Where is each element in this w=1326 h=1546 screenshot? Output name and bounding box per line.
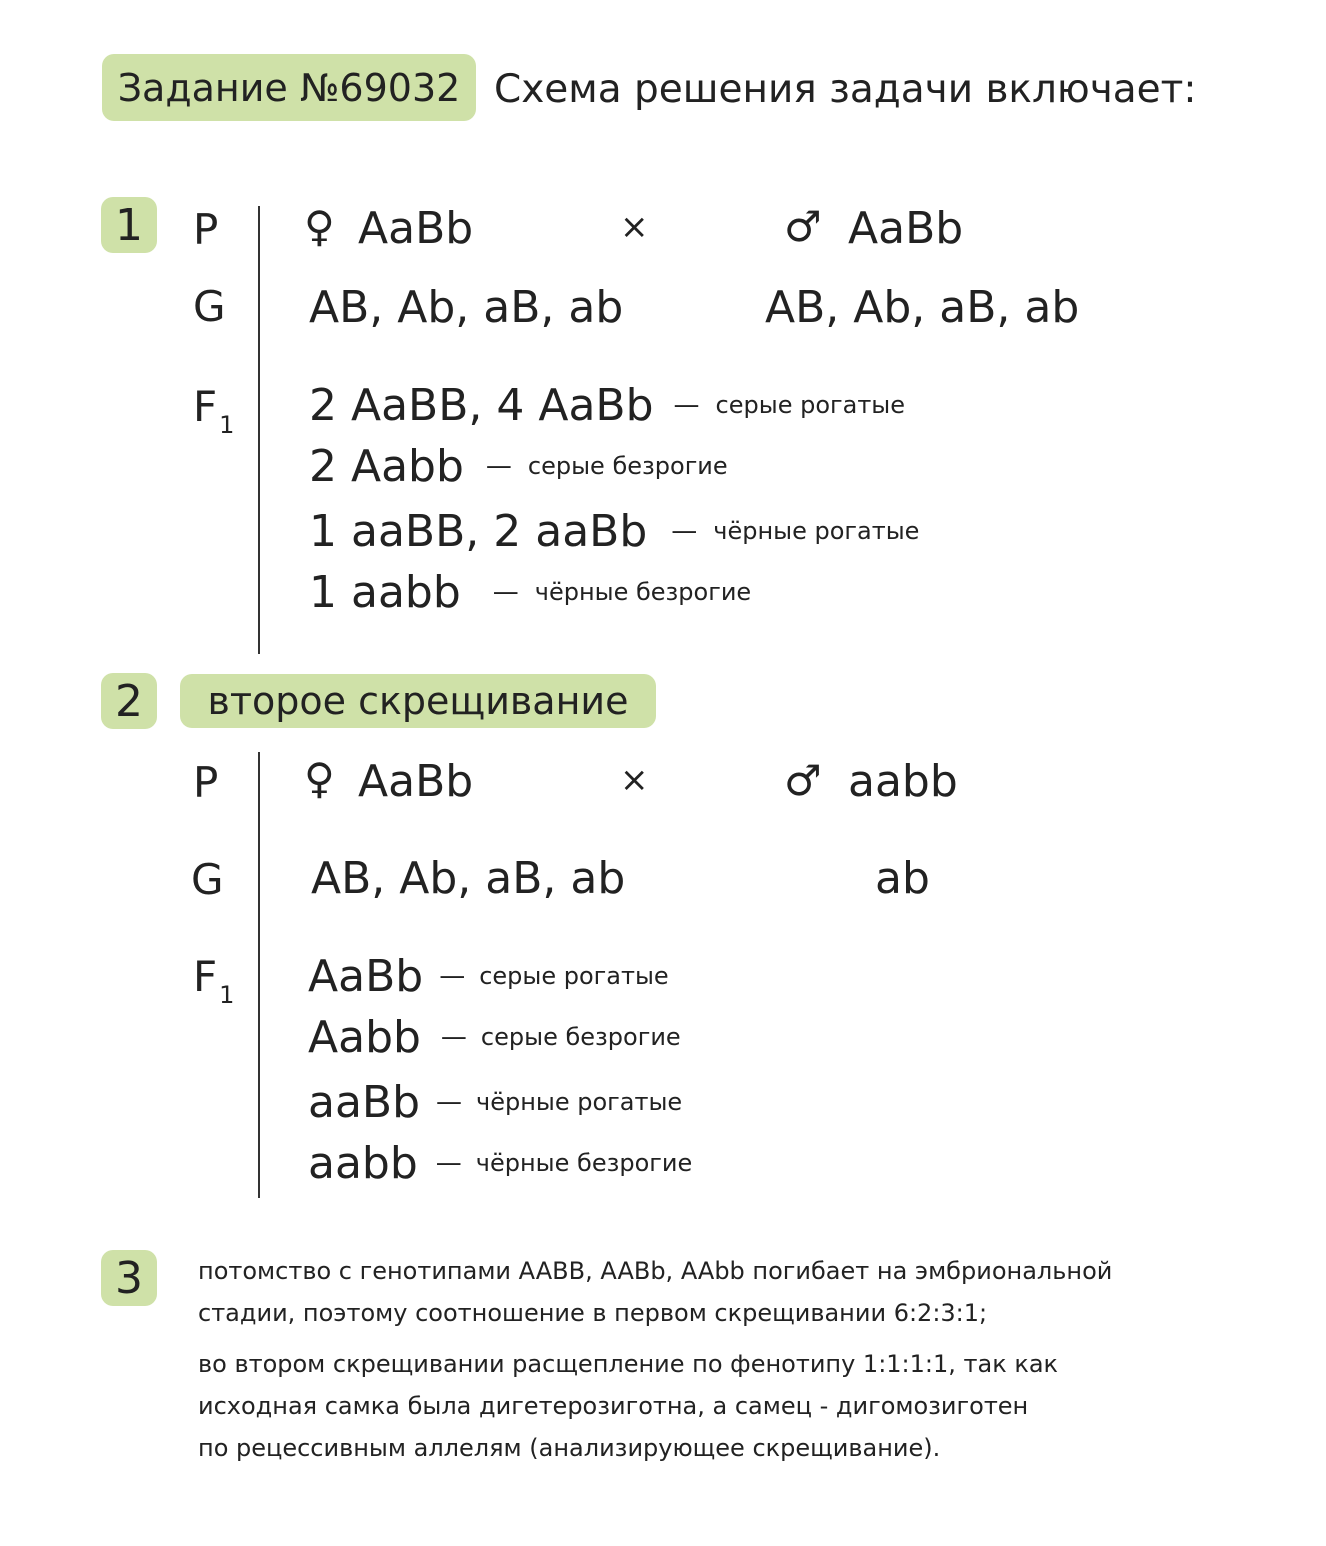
gametes-label-1: G bbox=[193, 282, 226, 331]
offspring-genotype: 2 AaBB, 4 AaBb bbox=[309, 379, 654, 431]
second-cross-title-box bbox=[180, 674, 656, 728]
male-symbol-icon: ♂ bbox=[784, 202, 822, 251]
offspring-phenotype: серые безрогие bbox=[527, 452, 728, 480]
explanation-line: стадии, поэтому соотношение в первом скрещивании 6:2:3:1; bbox=[198, 1299, 988, 1327]
cross-1-offspring-row bbox=[309, 506, 919, 556]
f-letter: F bbox=[193, 952, 218, 1001]
cross-2-female-genotype: AaBb bbox=[358, 756, 474, 807]
dash: — bbox=[673, 390, 700, 420]
step-1-badge bbox=[101, 197, 157, 253]
offspring-phenotype: серые рогатые bbox=[479, 962, 669, 990]
dash: — bbox=[492, 577, 519, 607]
second-cross-title: второе скрещивание bbox=[207, 679, 629, 723]
dash: — bbox=[439, 961, 466, 991]
offspring-label-1 bbox=[193, 382, 235, 439]
explanation-line: потомство с генотипами AABB, AABb, AAbb погибает на эмбриональной bbox=[198, 1257, 1113, 1285]
step-2-number: 2 bbox=[115, 675, 143, 727]
cross-2-offspring-row bbox=[308, 1077, 682, 1127]
cross-1-divider bbox=[258, 206, 260, 654]
female-symbol-icon: ♀ bbox=[304, 754, 335, 803]
cross-1-offspring-row bbox=[309, 380, 905, 430]
dash: — bbox=[671, 516, 698, 546]
gametes-label-2: G bbox=[191, 855, 224, 904]
explanation-line: по рецессивным аллелям (анализирующее скрещивание). bbox=[198, 1434, 941, 1462]
offspring-genotype: AaBb bbox=[308, 950, 424, 1002]
offspring-phenotype: чёрные рогатые bbox=[713, 517, 920, 545]
f-subscript: 1 bbox=[219, 411, 235, 439]
cross-2-female-gametes: AB, Ab, aB, ab bbox=[311, 853, 626, 904]
dash: — bbox=[435, 1148, 462, 1178]
offspring-phenotype: серые безрогие bbox=[480, 1023, 681, 1051]
offspring-genotype: 1 aaBB, 2 aaBb bbox=[309, 505, 648, 557]
cross-1-offspring-row bbox=[309, 567, 751, 617]
cross-2-divider bbox=[258, 752, 260, 1198]
offspring-phenotype: серые рогатые bbox=[715, 391, 906, 419]
offspring-phenotype: чёрные рогатые bbox=[476, 1088, 683, 1116]
step-3-number: 3 bbox=[115, 1252, 143, 1304]
dash: — bbox=[485, 451, 512, 481]
parents-label-2: P bbox=[193, 758, 219, 807]
task-number-label: Задание №69032 bbox=[117, 65, 461, 110]
explanation-line: исходная самка была дигетерозиготна, а самец - дигомозиготен bbox=[198, 1392, 1029, 1420]
offspring-genotype: 2 Aabb bbox=[309, 440, 464, 492]
cross-1-offspring-row bbox=[309, 441, 728, 491]
cross-1-female-genotype: AaBb bbox=[358, 203, 474, 254]
offspring-phenotype: чёрные безрогие bbox=[475, 1149, 693, 1177]
parents-label-1: P bbox=[193, 205, 219, 254]
dash: — bbox=[440, 1022, 467, 1052]
cross-symbol-1: × bbox=[620, 207, 649, 247]
cross-1-female-gametes: AB, Ab, aB, ab bbox=[309, 282, 624, 333]
f-subscript: 1 bbox=[219, 981, 235, 1009]
step-3-badge bbox=[101, 1250, 157, 1306]
explanation-paragraph-1 bbox=[198, 1250, 1112, 1334]
cross-2-male-gametes: ab bbox=[875, 853, 930, 904]
cross-symbol-2: × bbox=[620, 760, 649, 800]
task-number-badge bbox=[102, 54, 476, 121]
solution-heading: Схема решения задачи включает: bbox=[494, 67, 1197, 112]
cross-2-offspring-row bbox=[308, 1012, 681, 1062]
offspring-genotype: aabb bbox=[308, 1137, 418, 1189]
offspring-genotype: aaBb bbox=[308, 1076, 421, 1128]
male-symbol-icon: ♂ bbox=[784, 756, 822, 805]
explanation-line: во втором скрещивании расщепление по фенотипу 1:1:1:1, так как bbox=[198, 1350, 1059, 1378]
explanation-paragraph-2 bbox=[198, 1343, 1058, 1469]
offspring-genotype: 1 aabb bbox=[309, 566, 461, 618]
offspring-label-2 bbox=[193, 952, 235, 1009]
cross-2-offspring-row bbox=[308, 1138, 692, 1188]
cross-2-male-genotype: aabb bbox=[848, 756, 958, 807]
offspring-phenotype: чёрные безрогие bbox=[534, 578, 752, 606]
cross-1-male-gametes: AB, Ab, aB, ab bbox=[765, 282, 1080, 333]
female-symbol-icon: ♀ bbox=[304, 202, 335, 251]
cross-1-male-genotype: AaBb bbox=[848, 203, 964, 254]
step-1-number: 1 bbox=[115, 199, 143, 251]
f-letter: F bbox=[193, 382, 218, 431]
cross-2-offspring-row bbox=[308, 951, 669, 1001]
step-2-badge bbox=[101, 673, 157, 729]
dash: — bbox=[436, 1087, 463, 1117]
offspring-genotype: Aabb bbox=[308, 1011, 421, 1063]
